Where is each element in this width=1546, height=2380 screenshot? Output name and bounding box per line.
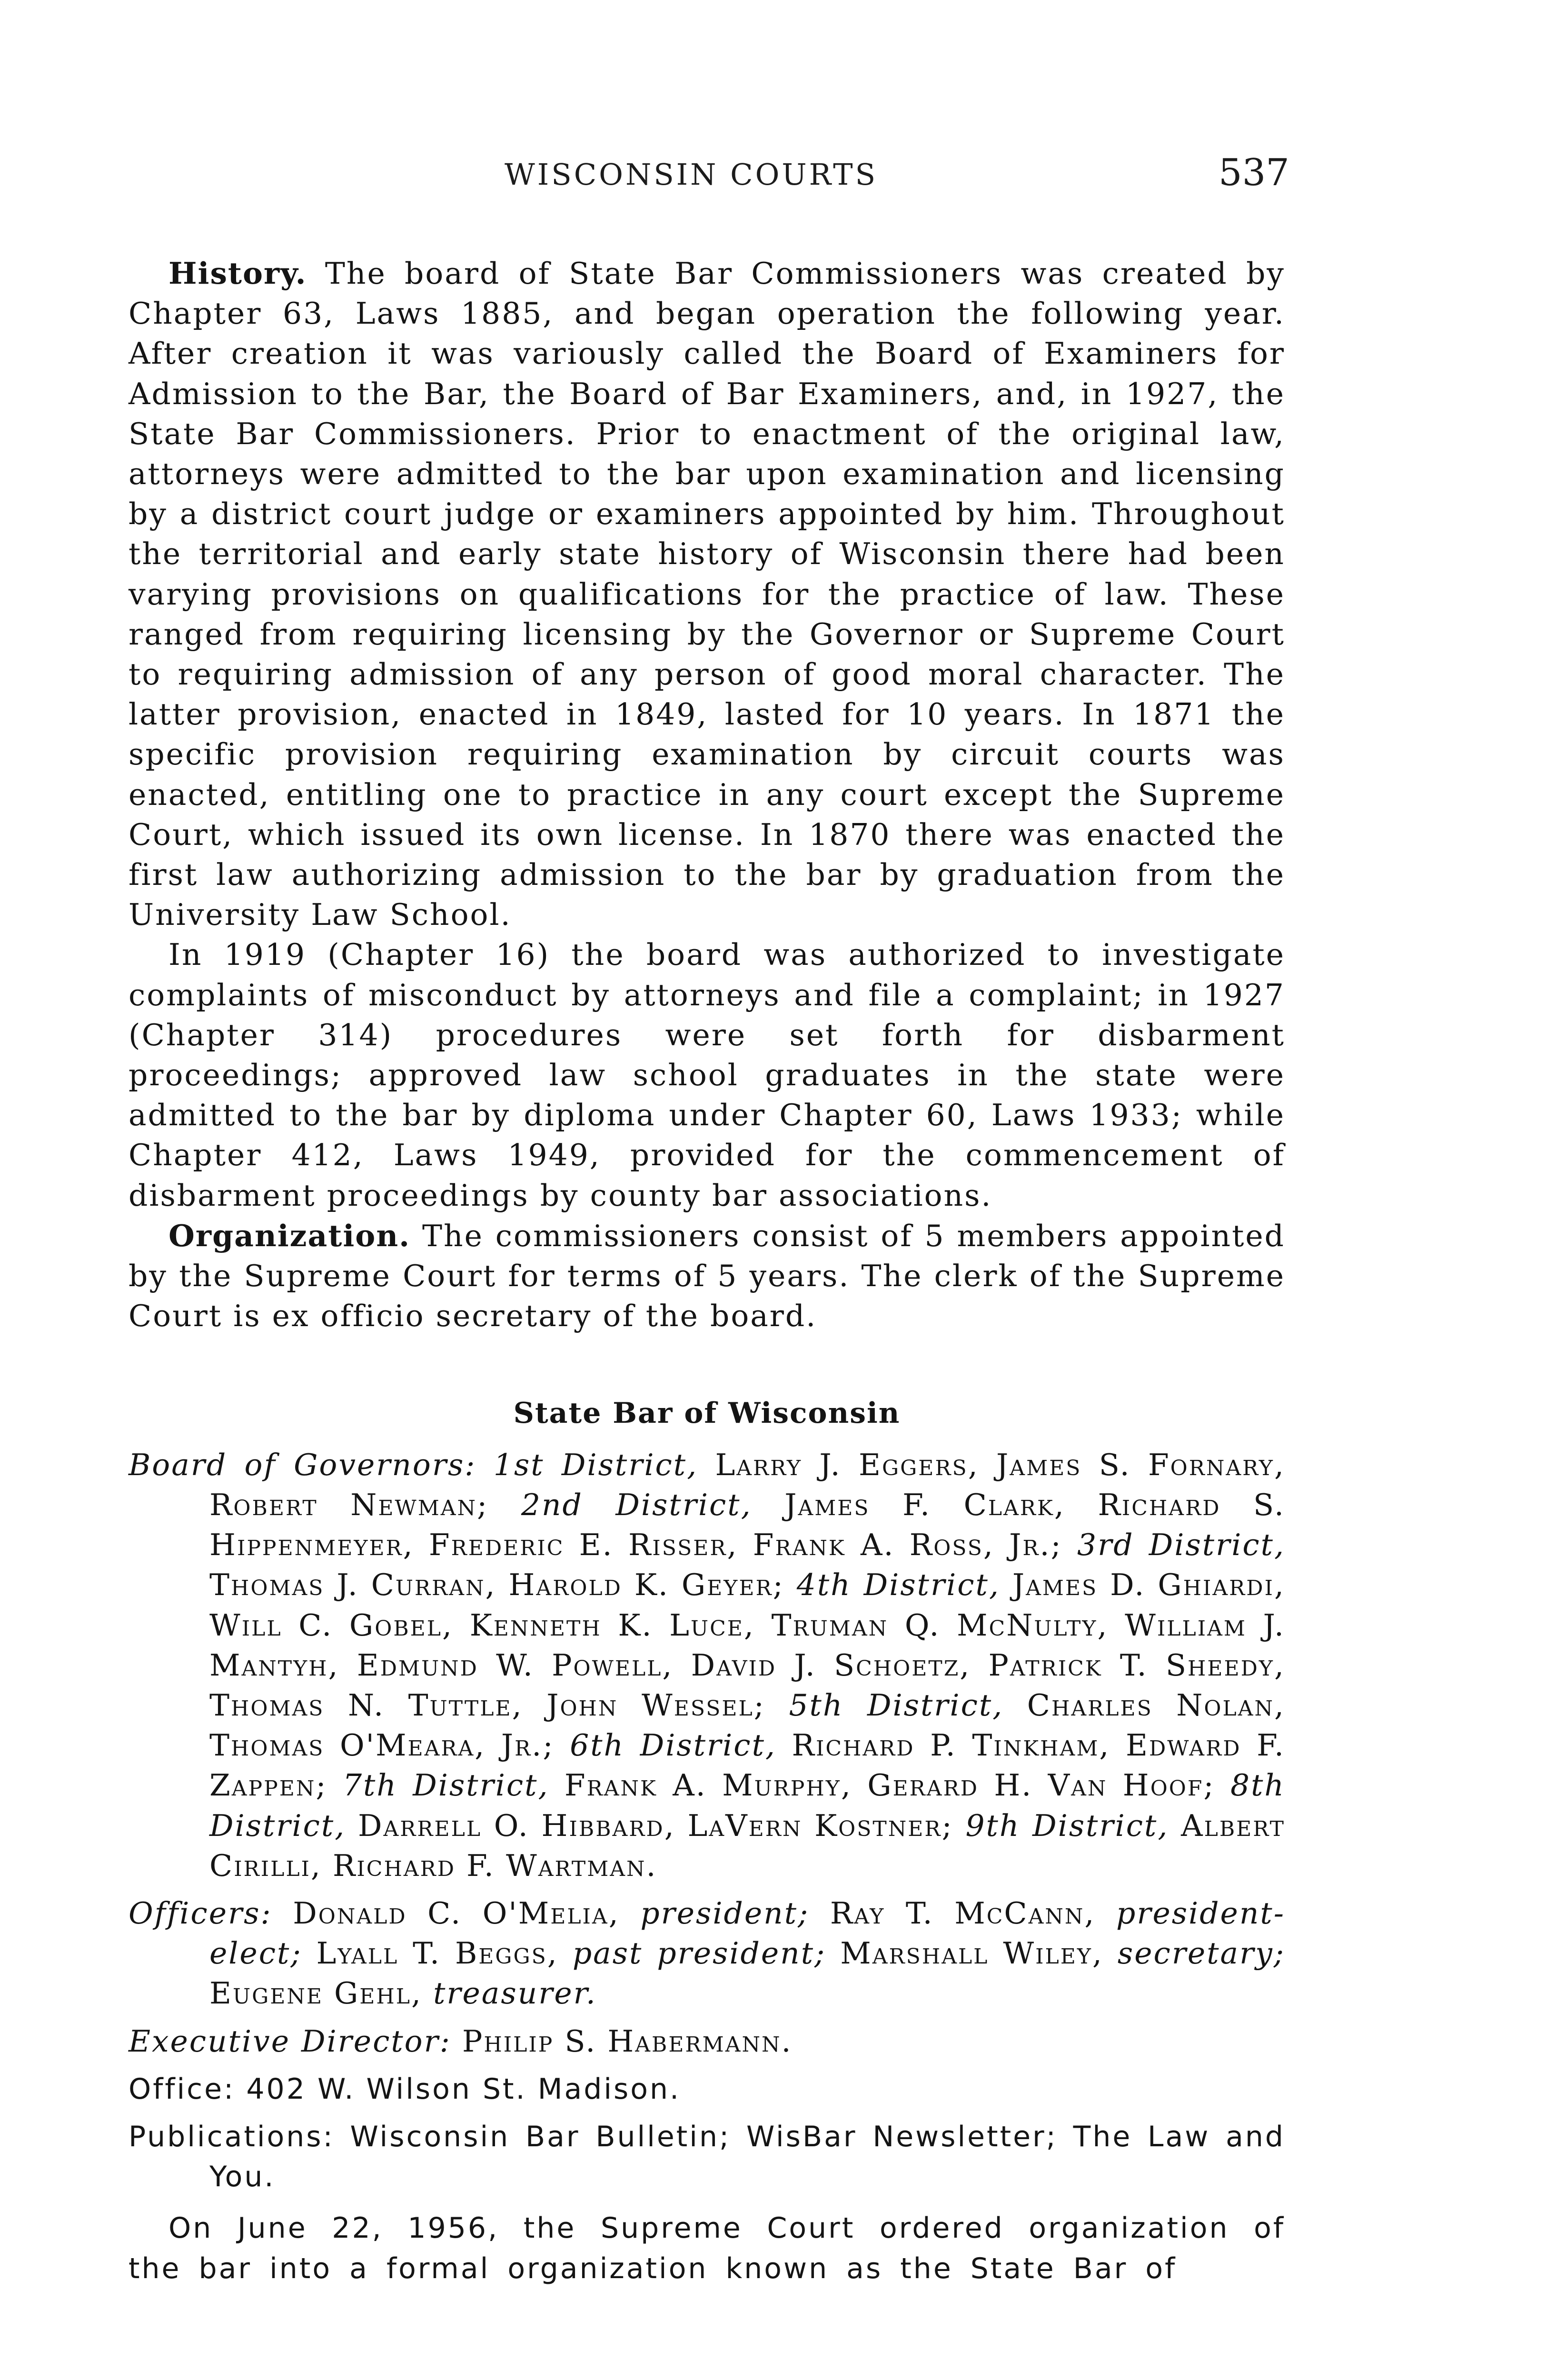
district-5-label: 5th District, bbox=[789, 1687, 1004, 1723]
district-9-label: 9th District, bbox=[965, 1808, 1169, 1843]
district-2-label: 2nd District, bbox=[521, 1487, 752, 1522]
officer-role: treasurer. bbox=[433, 1976, 597, 2011]
district-5-members: Charles Nolan, Thomas O'Meara, Jr.; bbox=[209, 1687, 1285, 1763]
office-entry bbox=[129, 2069, 1285, 2109]
officer-name: Lyall T. Beggs, bbox=[316, 1936, 558, 1971]
executive-director-label: Executive Director: bbox=[129, 2023, 451, 2059]
district-1-label: 1st District, bbox=[493, 1447, 698, 1482]
board-of-governors-entry bbox=[129, 1445, 1285, 1886]
organization-paragraph bbox=[129, 1216, 1285, 1337]
history-heading: History. bbox=[168, 256, 307, 291]
publications-entry bbox=[129, 2117, 1285, 2197]
district-2-members: James F. Clark, Richard S. Hippenmeyer, Frederic E. Risser, Frank A. Ross, Jr.; bbox=[209, 1487, 1286, 1563]
officer-role: secretary; bbox=[1117, 1936, 1286, 1971]
executive-director-name: Philip S. Habermann. bbox=[462, 2023, 793, 2059]
office-label: Office: bbox=[129, 2072, 236, 2106]
district-3-members: Thomas J. Curran, Harold K. Geyer; bbox=[209, 1567, 784, 1603]
district-7-label: 7th District, bbox=[342, 1768, 549, 1803]
district-4-label: 4th District, bbox=[796, 1567, 1000, 1603]
board-of-governors-label: Board of Governors: bbox=[129, 1447, 476, 1482]
officers-label: Officers: bbox=[129, 1895, 272, 1931]
district-6-label: 6th District, bbox=[570, 1728, 776, 1763]
officer-name: Ray T. McCann, bbox=[830, 1895, 1096, 1931]
district-8-label: 8th District, bbox=[209, 1768, 1285, 1843]
officer-role: past president; bbox=[572, 1936, 826, 1971]
officers-entry bbox=[129, 1894, 1285, 2014]
executive-director-entry bbox=[129, 2022, 1285, 2062]
page-body bbox=[129, 253, 1285, 2289]
officer-role: president; bbox=[640, 1895, 810, 1931]
district-4-members: James D. Ghiardi, Will C. Gobel, Kenneth K. Luce, Truman Q. McNulty, William J. Mantyh, Edmund W. Powell, David J. Schoetz, Patrick T. Sheedy, Thomas N. Tuttle, John Wessel; bbox=[209, 1567, 1285, 1723]
officer-name: Donald C. O'Melia, bbox=[293, 1895, 620, 1931]
organization-text: The commissioners consist of 5 members appointed by the Supreme Court for terms of 5 years. The clerk of the Supreme Court is ex officio secretary of the board. bbox=[129, 1218, 1285, 1334]
page-number: 537 bbox=[1219, 151, 1289, 194]
publications-label: Publications: bbox=[129, 2120, 335, 2153]
section-title-state-bar: State Bar of Wisconsin bbox=[513, 1397, 901, 1430]
office-address: 402 W. Wilson St. Madison. bbox=[246, 2072, 681, 2106]
district-3-label: 3rd District, bbox=[1077, 1527, 1285, 1563]
history-paragraph-2: In 1919 (Chapter 16) the board was authorized to investigate complaints of misconduct by attorneys and file a complaint; in 1927 (Chapter 314) procedures were set forth for disbarment proceedings; approved law school graduates in the state were admitted to the bar by diploma under Chapter 60, Laws 1933; while Chapter 412, Laws 1949, provided for the commencement of disbarment proceedings by county bar associations. bbox=[129, 937, 1285, 1213]
publications-list: Wisconsin Bar Bulletin; WisBar Newsletter; The Law and You. bbox=[209, 2120, 1285, 2194]
officer-role: president-elect; bbox=[209, 1895, 1285, 1971]
closing-paragraph: On June 22, 1956, the Supreme Court ordered organization of the bar into a formal organization known as the State Bar of bbox=[129, 2211, 1285, 2285]
officer-name: Eugene Gehl, bbox=[209, 1976, 423, 2011]
district-7-members: Frank A. Murphy, Gerard H. Van Hoof; bbox=[564, 1768, 1215, 1803]
district-9-members: Albert Cirilli, Richard F. Wartman. bbox=[209, 1808, 1285, 1883]
district-8-members: Darrell O. Hibbard, LaVern Kostner; bbox=[357, 1808, 953, 1843]
history-paragraph bbox=[129, 253, 1285, 935]
organization-heading: Organization. bbox=[168, 1218, 411, 1253]
history-text: The board of State Bar Commissioners was created by Chapter 63, Laws 1885, and began operation the following year. After creation it was variously called the Board of Examiners for Admission to the Bar, the Board of Bar Examiners, and, in 1927, the State Bar Commissioners. Prior to enactment of the original law, attorneys were admitted to the bar upon examination and licensing by a district court judge or examiners appointed by him. Throughout the territorial and early state history of Wisconsin there had been varying provisions on qualifications for the practice of law. These ranged from requiring licensing by the Governor or Supreme Court to requiring admission of any person of good moral character. The latter provision, enacted in 1849, lasted for 10 years. In 1871 the specific provision requiring examination by circuit courts was enacted, entitling one to practice in any court except the Supreme Court, which issued its own license. In 1870 there was enacted the first law authorizing admission to the bar by graduation from the University Law School. bbox=[129, 256, 1285, 932]
district-6-members: Richard P. Tinkham, Edward F. Zappen; bbox=[209, 1728, 1285, 1803]
running-header: WISCONSIN COURTS bbox=[505, 157, 878, 192]
district-1-members: Larry J. Eggers, James S. Fornary, Robert Newman; bbox=[209, 1447, 1285, 1522]
officer-name: Marshall Wiley, bbox=[840, 1936, 1103, 1971]
